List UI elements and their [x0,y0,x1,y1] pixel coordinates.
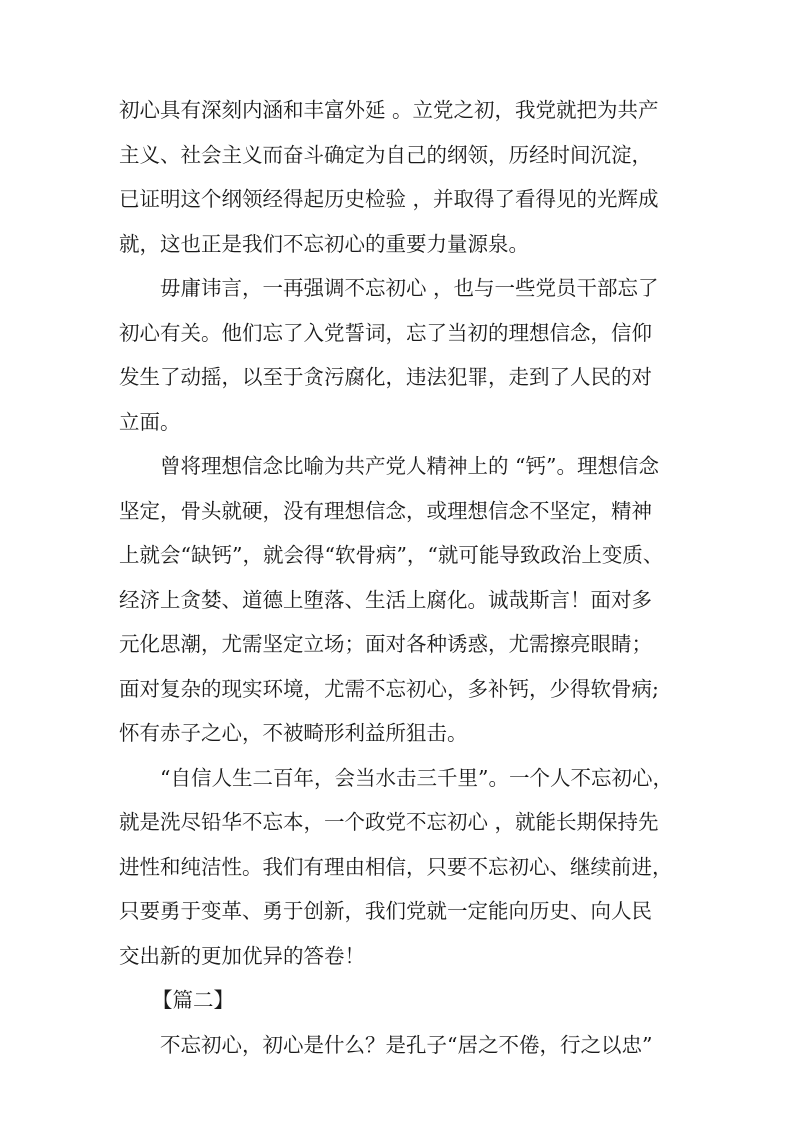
text-line: 怀有赤子之心，不被畸形利益所狙击。 [119,721,468,745]
paragraph-start-line: “自信人生二百年，会当水击三千里”。一个人不忘初心， [160,766,673,790]
text-line: 上就会“缺钙”，就会得“软骨病”，“就可能导致政治上变质、 [119,543,664,567]
text-line: 进性和纯洁性。我们有理由相信，只要不忘初心、继续前进， [119,855,673,879]
text-line: 立面。 [119,410,181,434]
paragraph-start-line: 毋庸讳言，一再强调不忘初心 ，也与一些党员干部忘了 [160,276,659,300]
text-line: 经济上贪婪、道德上堕落、生活上腐化。诚哉斯言！面对多 [119,588,652,612]
text-line: 就，这也正是我们不忘初心的重要力量源泉。 [119,232,529,256]
text-line: 初心有关。他们忘了入党誓词，忘了当初的理想信念，信仰 [119,321,652,345]
text-line: 发生了动摇，以至于贪污腐化，违法犯罪，走到了人民的对 [119,365,652,389]
section-heading: 【篇二】 [152,988,234,1012]
text-line: 元化思潮，尤需坚定立场；面对各种诱惑，尤需擦亮眼睛； [119,632,652,656]
text-line: 坚定，骨头就硬，没有理想信念，或理想信念不坚定，精神 [119,499,652,523]
text-line: 主义、社会主义而奋斗确定为自己的纲领，历经时间沉淀， [119,143,652,167]
text-line: 就是洗尽铅华不忘本，一个政党不忘初心 ，就能长期保持先 [119,810,659,834]
text-line: 只要勇于变革、勇于创新，我们党就一定能向历史、向人民 [119,899,652,923]
paragraph-start-line: 不忘初心，初心是什么？是孔子“居之不倦，行之以忠” [160,1033,653,1057]
text-line: 初心具有深刻内涵和丰富外延 。立党之初，我党就把为共产 [119,98,659,122]
paragraph-start-line: 曾将理想信念比喻为共产党人精神上的 “钙”。理想信念 [160,454,659,478]
text-line: 已证明这个纲领经得起历史检验 ，并取得了看得见的光辉成 [119,187,659,211]
text-line: 交出新的更加优异的答卷！ [119,944,365,968]
text-line: 面对复杂的现实环境，尤需不忘初心，多补钙，少得软骨病; [119,677,659,701]
